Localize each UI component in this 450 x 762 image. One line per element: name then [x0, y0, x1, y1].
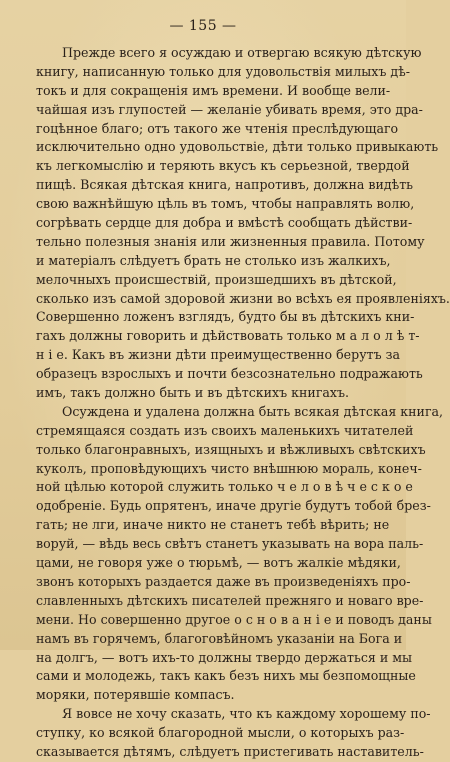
- text-line: ной цѣлью которой служить только ч е л о в ѣ ч е с к о е: [36, 479, 413, 495]
- text-line: сами и молодежь, такъ какъ безъ нихъ мы безпомощные: [36, 668, 416, 684]
- paragraph: [36, 403, 444, 705]
- text-line: цами, не говоря уже о тюрьмѣ, — вотъ жалкіе мѣдяки,: [36, 555, 401, 571]
- text-line: намъ въ горячемъ, благоговѣйномъ указаніи на Бога и: [36, 630, 403, 646]
- text-line: Прежде всего я осуждаю и отвергаю всякую дѣтскую: [62, 45, 422, 60]
- text-line: гахъ должны говорить и дѣйствовать только м а л о л ѣ т-: [36, 328, 420, 344]
- text-line: имъ, такъ должно быть и въ дѣтскихъ книгахъ.: [36, 385, 350, 401]
- text-line: книгу, написанную только для удовольствія милыхъ дѣ-: [36, 63, 410, 79]
- text-line: гоцѣнное благо; отъ такого же чтенія преслѣдующаго: [36, 120, 399, 136]
- text-line: мени. Но совершенно другое о с н о в а н і е и поводъ даны: [36, 611, 432, 627]
- body-text: [36, 44, 450, 762]
- paragraph: [36, 705, 431, 762]
- text-line: чайшая изъ глупостей — желаніе убивать время, это дра-: [36, 101, 423, 117]
- text-line: образецъ взрослыхъ и почти безсознательно подражають: [36, 366, 423, 382]
- paragraph: [36, 44, 450, 403]
- text-line: н і е. Какъ въ жизни дѣти преимущественно берутъ за: [36, 347, 400, 363]
- text-line: на долгъ, — вотъ ихъ-то должны твердо держаться и мы: [36, 649, 413, 665]
- text-line: гать; не лги, иначе никто не станетъ тебѣ вѣрить; не: [36, 517, 390, 533]
- text-line: къ легкомыслію и теряють вкусъ къ серьезной, твердой: [36, 158, 410, 174]
- text-line: воруй, — вѣдь весь свѣтъ станетъ указывать на вора паль-: [36, 536, 424, 552]
- text-line: тельно полезныя знанія или жизненныя правила. Потому: [36, 233, 425, 249]
- text-line: токъ и для сокращенія имъ времени. И вообще вели-: [36, 82, 391, 98]
- page-number: — 155 —: [169, 18, 237, 34]
- text-line: Я вовсе не хочу сказать, что къ каждому хорошему по-: [62, 706, 431, 722]
- text-line: одобреніе. Будь опрятенъ, иначе другіе будутъ тобой брез-: [36, 498, 431, 514]
- text-line: только благонравныхъ, изящныхъ и вѣжливыхъ свѣтскихъ: [36, 441, 426, 457]
- text-line: звонъ которыхъ раздается даже въ произведеніяхъ про-: [36, 573, 411, 589]
- text-line: и матеріалъ слѣдуетъ брать не столько изъ жалкихъ,: [36, 252, 391, 268]
- text-line: куколъ, проповѣдующихъ чисто внѣшнюю мораль, конеч-: [36, 460, 422, 476]
- text-line: ступку, ко всякой благородной мысли, о которыхъ раз-: [36, 725, 405, 741]
- text-line: славленныхъ дѣтскихъ писателей прежняго и новаго вре-: [36, 592, 424, 608]
- text-line: исключительно одно удовольствіе, дѣти только привыкають: [36, 139, 439, 155]
- text-line: согрѣвать сердце для добра и вмѣстѣ сообщать дѣйстви-: [36, 215, 413, 231]
- text-line: Осуждена и удалена должна быть всякая дѣтская книга,: [62, 403, 444, 419]
- text-line: пищѣ. Всякая дѣтская книга, напротивъ, должна видѣть: [36, 177, 414, 193]
- text-line: сказывается дѣтямъ, слѣдуетъ пристегивать наставитель-: [36, 743, 424, 759]
- text-line: сколько изъ самой здоровой жизни во всѣхъ ея проявленіяхъ.: [36, 290, 450, 306]
- text-line: моряки, потерявшіе компасъ.: [36, 687, 235, 703]
- text-line: Совершенно ложенъ взглядъ, будто бы въ дѣтскихъ кни-: [36, 309, 415, 325]
- text-line: мелочныхъ происшествій, произшедшихъ въ дѣтской,: [36, 271, 397, 287]
- text-line: стремящаяся создать изъ своихъ маленькихъ читателей: [36, 422, 414, 438]
- text-line: свою важнѣйшую цѣль въ томъ, чтобы направлять волю,: [36, 196, 415, 212]
